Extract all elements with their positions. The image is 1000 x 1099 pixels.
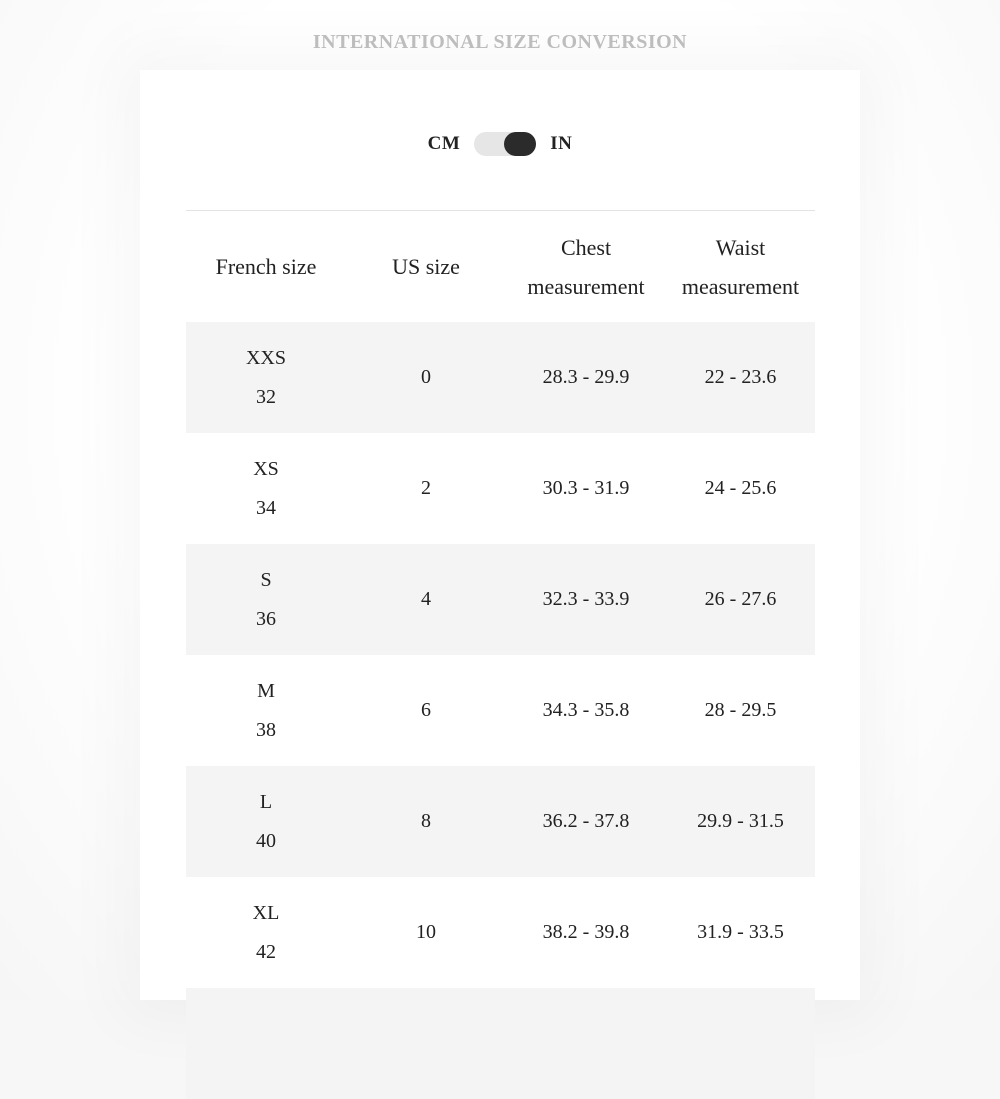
cell-us-size: 6 <box>421 699 431 721</box>
header-waist-line1: Waist <box>715 234 766 260</box>
table-row <box>186 322 815 433</box>
cell-french-number: 38 <box>256 718 276 741</box>
cell-waist: 26 - 27.6 <box>666 544 815 655</box>
cell-french-size <box>186 988 346 1099</box>
cell-waist <box>666 988 815 1099</box>
cell-letter-size: S <box>260 568 272 591</box>
cell-letter-size: M <box>257 679 275 702</box>
cell-chest: 28.3 - 29.9 <box>506 322 666 433</box>
table-row <box>186 544 815 655</box>
unit-label-cm[interactable]: CM <box>427 133 461 154</box>
cell-waist: 29.9 - 31.5 <box>666 766 815 877</box>
cell-us-size: 0 <box>346 322 506 433</box>
table-header-row <box>186 211 815 322</box>
header-french-size <box>186 211 346 322</box>
cell-waist: 22 - 23.6 <box>666 322 815 433</box>
cell-chest: 32.3 - 33.9 <box>506 544 666 655</box>
cell-french-size <box>186 322 346 433</box>
size-conversion-table <box>186 211 815 1099</box>
cell-french-number: 42 <box>256 940 276 963</box>
header-french-size-label: French size <box>215 254 317 279</box>
cell-waist: 31.9 - 33.5 <box>697 921 784 943</box>
cell-french-number: 32 <box>256 385 276 408</box>
header-us-size <box>346 211 506 322</box>
header-waist-line2: measurement <box>681 273 800 299</box>
cell-chest: 38.2 - 39.8 <box>542 921 630 943</box>
cell-us-size: 4 <box>346 544 506 655</box>
cell-us-size: 10 <box>416 921 436 943</box>
table-row <box>186 655 815 766</box>
cell-chest <box>506 988 666 1099</box>
table-row <box>186 877 815 988</box>
cell-french-number: 36 <box>256 607 276 630</box>
unit-label-in[interactable]: IN <box>550 133 573 154</box>
header-chest-line1: Chest <box>560 234 612 260</box>
cell-french-size <box>186 766 346 877</box>
unit-toggle <box>0 128 1000 160</box>
cell-chest: 36.2 - 37.8 <box>506 766 666 877</box>
cell-french-size <box>186 544 346 655</box>
unit-switch[interactable] <box>474 132 536 156</box>
cell-chest: 34.3 - 35.8 <box>542 699 630 721</box>
table-row-partial <box>186 988 815 1099</box>
header-chest-line2: measurement <box>527 273 645 299</box>
cell-us-size: 8 <box>346 766 506 877</box>
cell-french-size <box>186 433 346 544</box>
size-table-container <box>186 210 815 1099</box>
cell-letter-size: L <box>259 790 273 813</box>
cell-us-size <box>346 988 506 1099</box>
cell-french-size <box>186 655 346 766</box>
header-waist <box>666 211 815 322</box>
header-chest <box>506 211 666 322</box>
cell-french-number: 40 <box>256 829 276 852</box>
header-us-size-label: US size <box>392 254 460 279</box>
cell-waist: 28 - 29.5 <box>704 699 777 721</box>
unit-switch-knob[interactable] <box>504 132 536 156</box>
cell-letter-size: XS <box>253 457 279 480</box>
cell-french-number: 34 <box>256 496 276 519</box>
page-title: INTERNATIONAL SIZE CONVERSION <box>312 31 688 53</box>
table-row <box>186 766 815 877</box>
cell-waist: 24 - 25.6 <box>704 477 777 499</box>
cell-letter-size: XXS <box>245 346 286 369</box>
table-row <box>186 433 815 544</box>
cell-french-size <box>186 877 346 988</box>
cell-letter-size: XL <box>252 901 280 924</box>
cell-us-size: 2 <box>421 477 431 499</box>
cell-chest: 30.3 - 31.9 <box>542 477 630 499</box>
